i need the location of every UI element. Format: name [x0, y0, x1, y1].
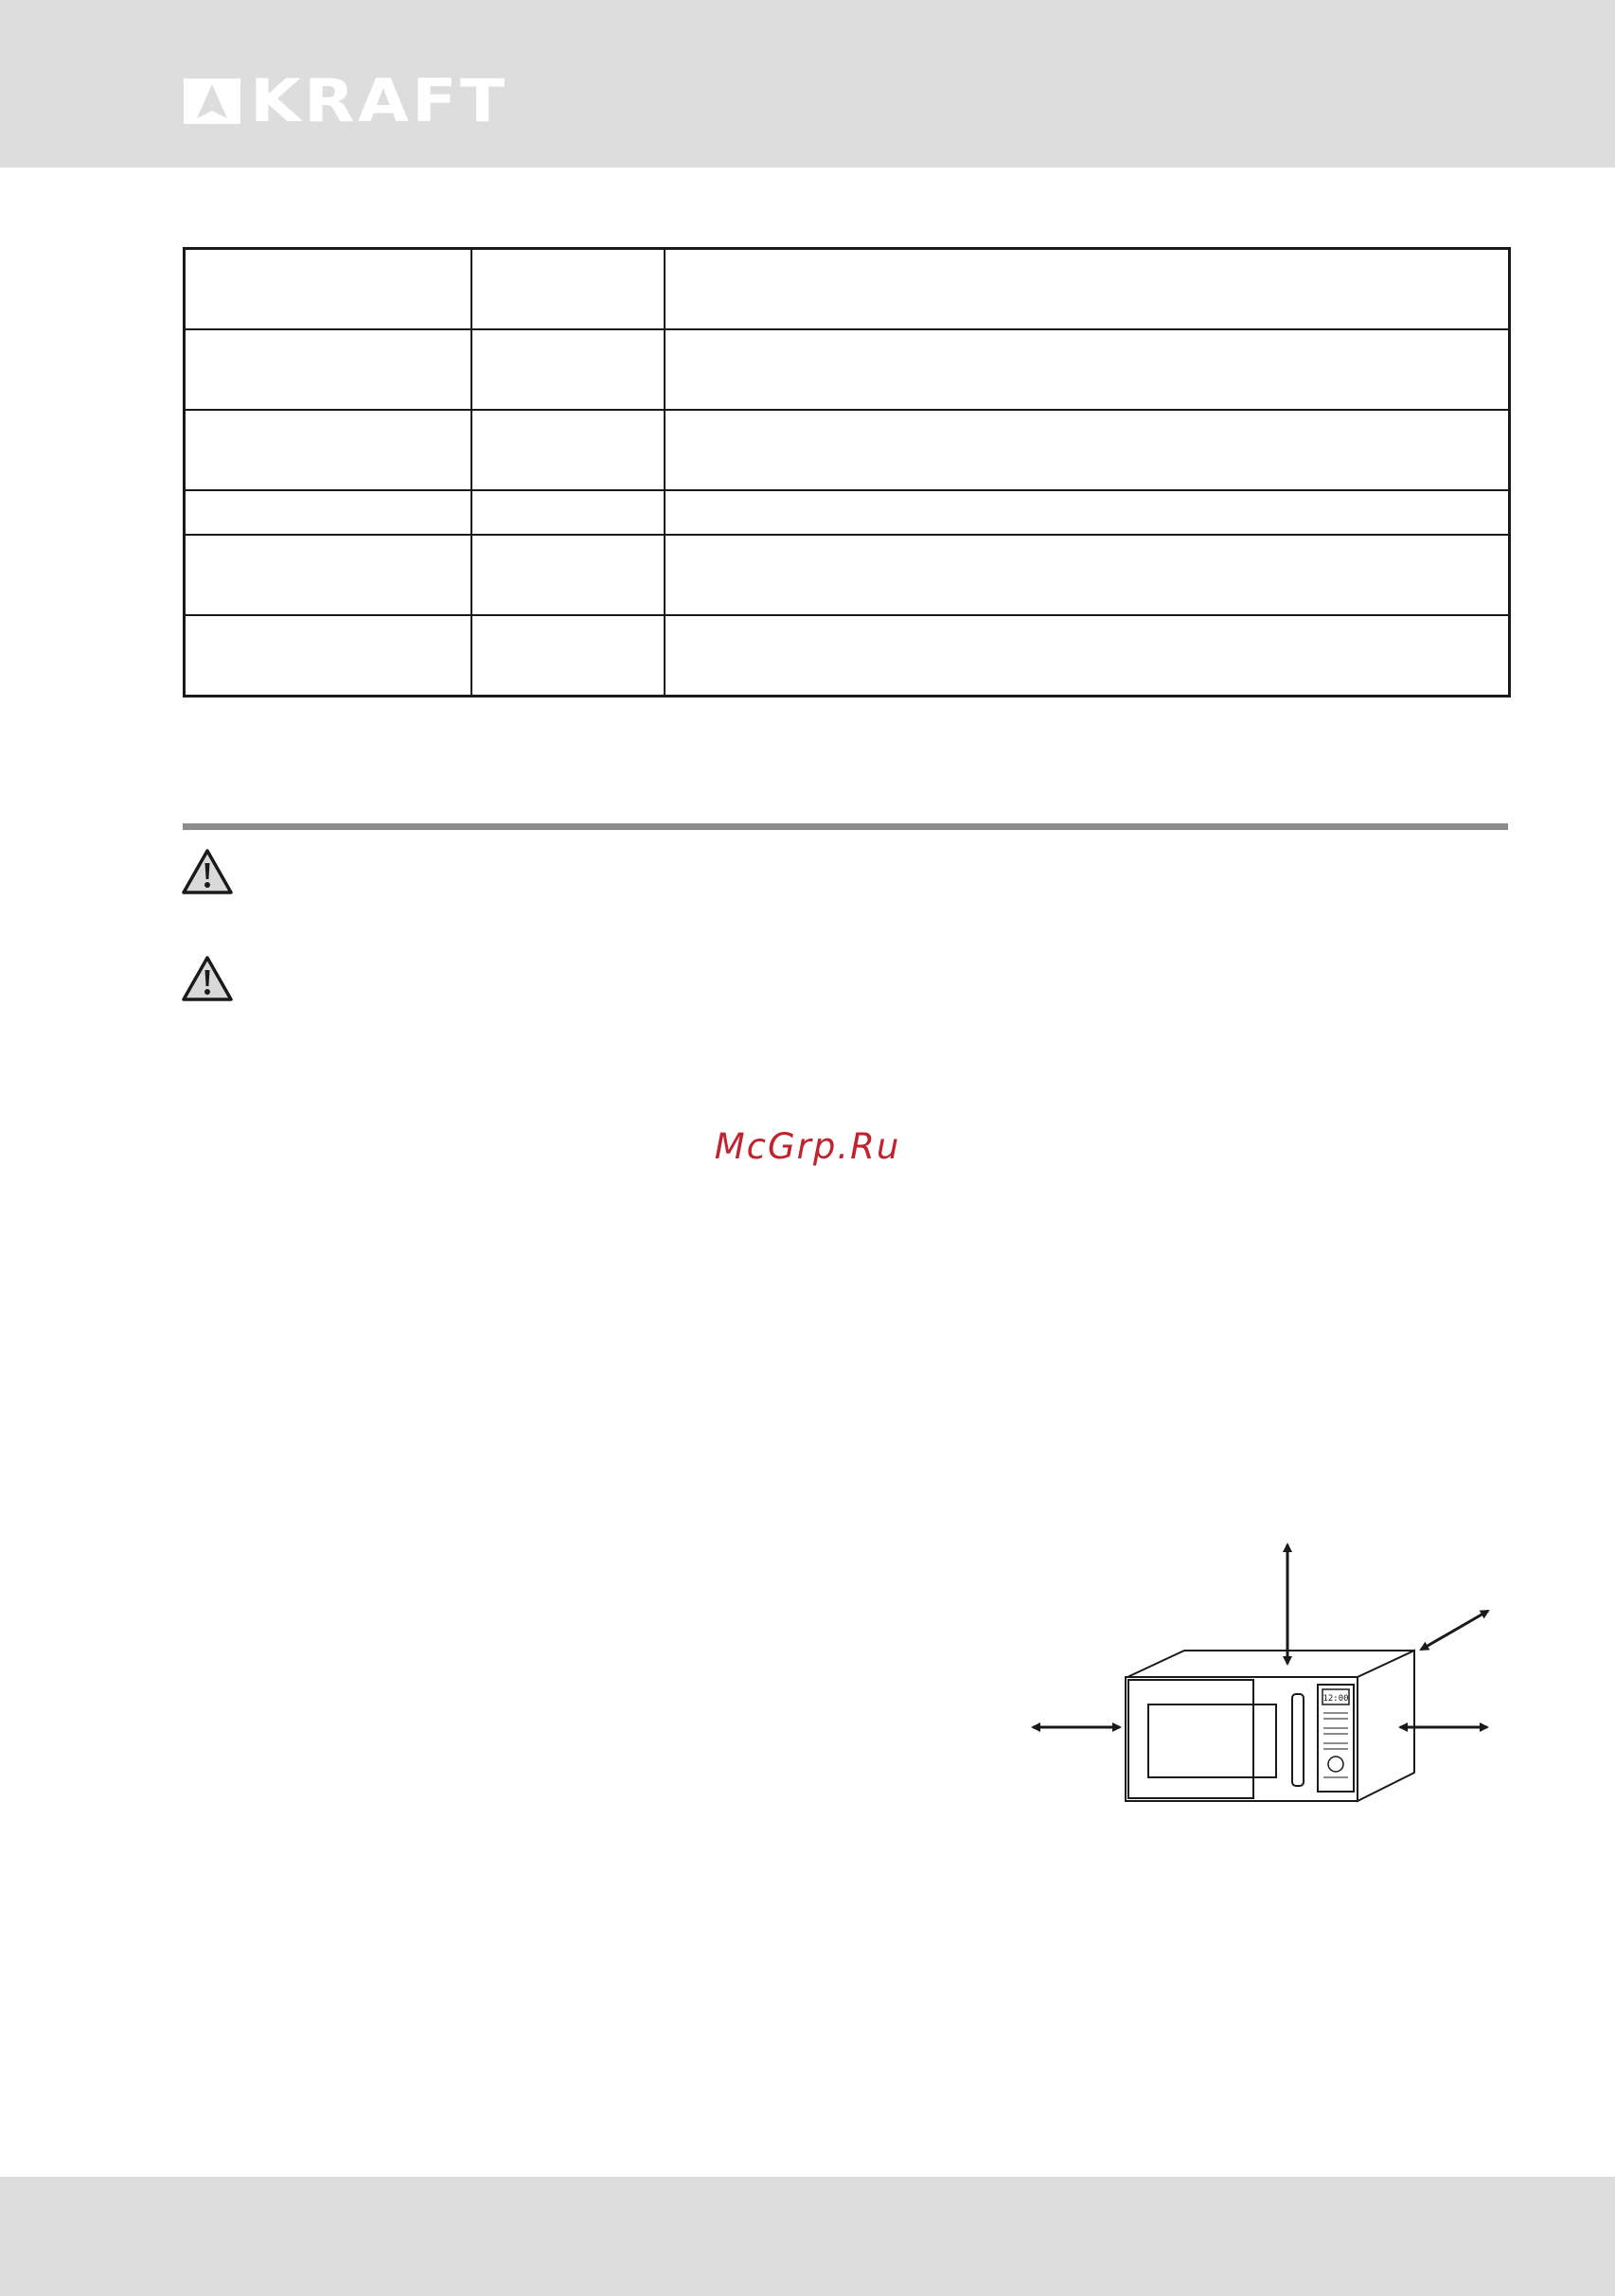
table-row [185, 410, 1510, 490]
table-row [185, 615, 1510, 697]
spec-description-cell [665, 410, 1510, 490]
brand-name: KRAFT [250, 66, 508, 135]
spec-name-cell [185, 410, 472, 490]
watermark: McGrp.Ru [714, 1126, 901, 1167]
microwave-display: 12:00 [1322, 1694, 1349, 1704]
table-row [185, 490, 1510, 535]
spec-value-cell [471, 615, 665, 697]
spec-name-cell [185, 249, 472, 330]
section-divider [183, 823, 1508, 830]
page-header [0, 0, 1615, 168]
spec-description-cell [665, 615, 1510, 697]
warning-triangle-icon [181, 848, 234, 895]
microwave-clearance-illustration [1027, 1533, 1500, 1808]
spec-name-cell [185, 615, 472, 697]
spec-value-cell [471, 329, 665, 410]
page-footer [0, 2177, 1615, 2296]
spec-table [183, 247, 1511, 698]
kraft-logo-icon [182, 77, 242, 126]
spec-description-cell [665, 535, 1510, 615]
spec-value-cell [471, 535, 665, 615]
microwave-icon [1126, 1651, 1414, 1801]
warning-triangle-icon [181, 955, 234, 1002]
spec-value-cell [471, 410, 665, 490]
table-row [185, 535, 1510, 615]
kraft-logo [182, 66, 508, 135]
table-row [185, 329, 1510, 410]
spec-name-cell [185, 535, 472, 615]
spec-name-cell [185, 329, 472, 410]
spec-name-cell [185, 490, 472, 535]
spec-description-cell [665, 329, 1510, 410]
spec-description-cell [665, 249, 1510, 330]
spec-value-cell [471, 249, 665, 330]
rear-clearance-arrow [1421, 1611, 1488, 1650]
table-row [185, 249, 1510, 330]
spec-value-cell [471, 490, 665, 535]
spec-description-cell [665, 490, 1510, 535]
